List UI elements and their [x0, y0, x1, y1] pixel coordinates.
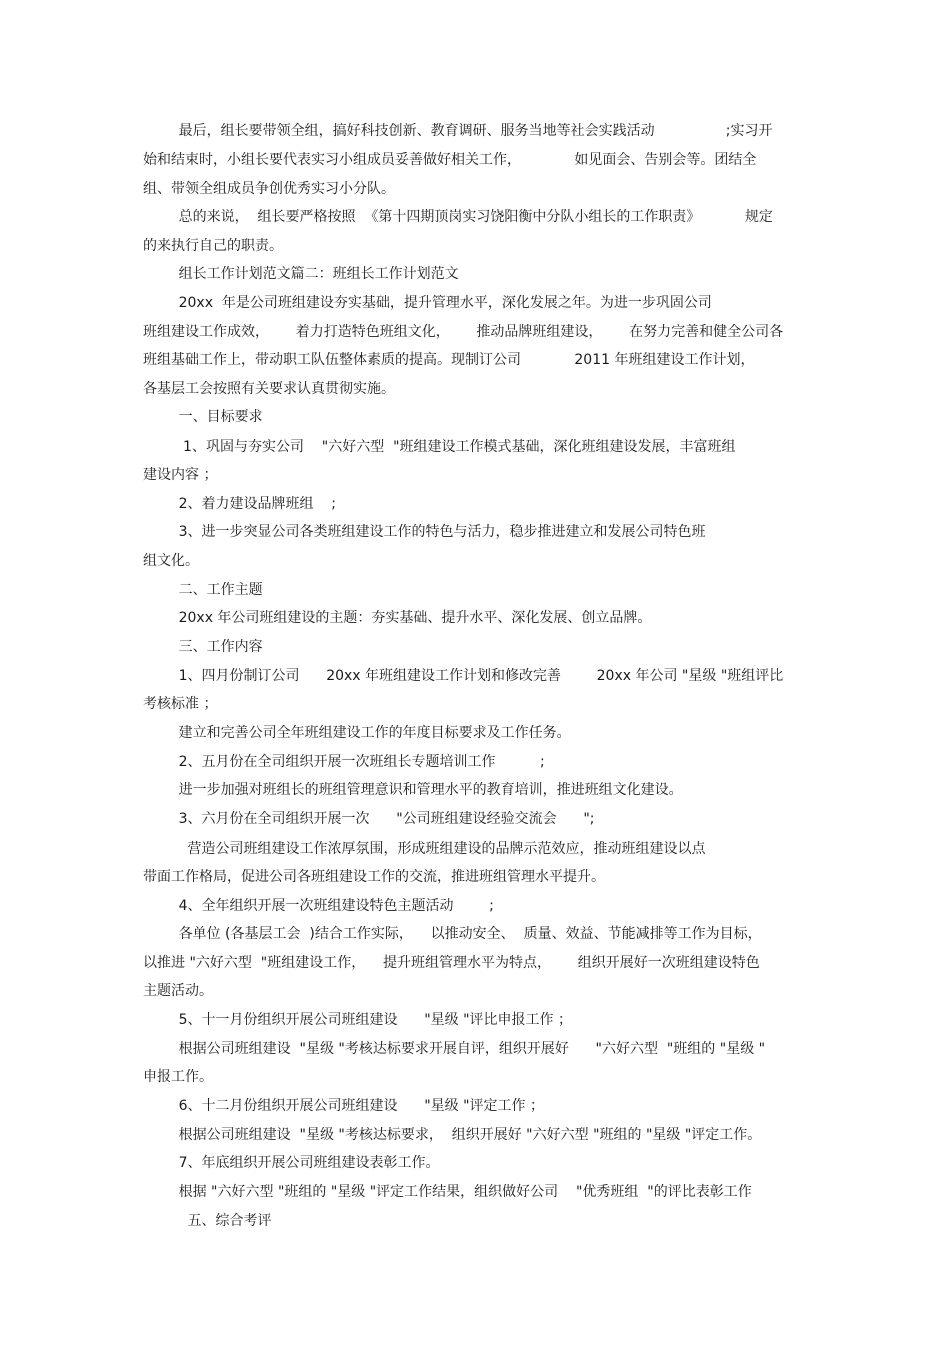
text-line: 最后，组长要带领全组，搞好科技创新、教育调研、服务当地等社会实践活动 ;实习开 — [143, 123, 773, 139]
text-line: 各基层工会按照有关要求认真贯彻实施。 — [143, 381, 395, 397]
text-line: 各单位 (各基层工会 )结合工作实际， 以推动安全、 质量、效益、节能减排等工作为目标， — [143, 926, 762, 942]
text-line: 2、五月份在全司组织开展一次班组长专题培训工作 ; — [143, 754, 545, 770]
section-heading: 五、综合考评 — [143, 1213, 272, 1229]
text-line: 建设内容 ； — [143, 467, 218, 483]
text-line: 1、四月份制订公司 20xx 年班组建设工作计划和修改完善 20xx 年公司 "星级 "班组评比 — [143, 668, 784, 684]
text-line: 的来执行自己的职责。 — [143, 238, 283, 254]
text-line: 根据 "六好六型 "班组的 "星级 "评定工作结果，组织做好公司 "优秀班组 "的评比表彰工作 — [143, 1184, 752, 1200]
text-line: 营造公司班组建设工作浓厚氛围，形成班组建设的品牌示范效应，推动班组建设以点 — [143, 841, 706, 857]
text-line: 考核标准 ； — [143, 696, 218, 712]
text-line: 5、十一月份组织开展公司班组建设 "星级 "评比申报工作 ； — [143, 1012, 572, 1028]
text-line: 4、全年组织开展一次班组建设特色主题活动 ; — [143, 898, 494, 914]
text-line: 3、六月份在全司组织开展一次 "公司班组建设经验交流会 "; — [143, 811, 595, 827]
text-line: 始和结束时，小组长要代表实习小组成员妥善做好相关工作， 如见面会、告别会等。团结全 — [143, 152, 757, 168]
text-line: 主题活动。 — [143, 983, 213, 999]
text-line: 20xx 年是公司班组建设夯实基础，提升管理水平，深化发展之年。为进一步巩固公司 — [143, 295, 712, 311]
text-line: 组文化。 — [143, 553, 199, 569]
section-heading: 组长工作计划范文篇二：班组长工作计划范文 — [143, 266, 459, 282]
text-line: 建立和完善公司全年班组建设工作的年度目标要求及工作任务。 — [143, 725, 571, 741]
section-heading: 一、目标要求 — [143, 409, 263, 425]
text-line: 申报工作。 — [143, 1069, 213, 1085]
text-line: 7、年底组织开展公司班组建设表彰工作。 — [143, 1155, 440, 1171]
text-line: 带面工作格局，促进公司各班组建设工作的交流，推进班组管理水平提升。 — [143, 869, 605, 885]
text-line: 总的来说， 组长要严格按照 《第十四期顶岗实习饶阳衡中分队小组长的工作职责》 规定 — [143, 209, 773, 225]
section-heading: 二、工作主题 — [143, 582, 263, 598]
text-line: 组、带领全组成员争创优秀实习小分队。 — [143, 181, 395, 197]
text-line: 根据公司班组建设 "星级 "考核达标要求开展自评，组织开展好 "六好六型 "班组的 "星级 " — [143, 1041, 766, 1057]
text-line: 20xx 年公司班组建设的主题：夯实基础、提升水平、深化发展、创立品牌。 — [143, 610, 652, 626]
text-line: 班组建设工作成效， 着力打造特色班组文化， 推动品牌班组建设， 在努力完善和健全公司各 — [143, 324, 784, 340]
text-line: 以推进 "六好六型 "班组建设工作， 提升班组管理水平为特点， 组织开展好一次班组建设特色 — [143, 955, 760, 971]
text-line: 2、着力建设品牌班组 ; — [143, 496, 337, 512]
text-line: 进一步加强对班组长的班组管理意识和管理水平的教育培训，推进班组文化建设。 — [143, 782, 683, 798]
text-line: 根据公司班组建设 "星级 "考核达标要求， 组织开展好 "六好六型 "班组的 "星级 "评定工作。 — [143, 1127, 762, 1143]
text-line: 班组基础工作上，带动职工队伍整体素质的提高。现制订公司 2011 年班组建设工作计划， — [143, 352, 755, 368]
text-line: 6、十二月份组织开展公司班组建设 "星级 "评定工作 ； — [143, 1098, 544, 1114]
text-line: 3、进一步突显公司各类班组建设工作的特色与活力，稳步推进建立和发展公司特色班 — [143, 524, 706, 540]
section-heading: 三、工作内容 — [143, 639, 263, 655]
text-line: 1、巩固与夯实公司 "六好六型 "班组建设工作模式基础，深化班组建设发展，丰富班组 — [143, 439, 736, 455]
